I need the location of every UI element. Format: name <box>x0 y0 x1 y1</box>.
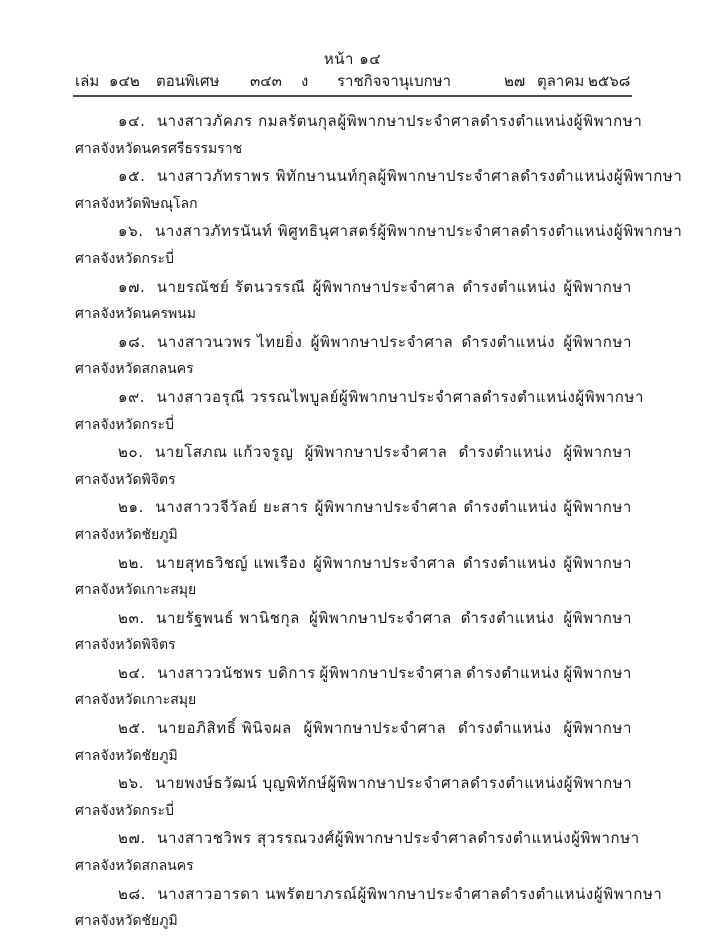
entry-number: ๒๓. <box>118 608 145 627</box>
entry-action: ดำรงตำแหน่ง <box>461 332 556 351</box>
entry-person-name: นายสุทธวิชญ์ แพเรือง <box>155 553 307 572</box>
entry-current-position: ผู้พิพากษาประจำศาล <box>312 277 456 296</box>
entry-person-name: นายโสภณ แก้วจรูญ <box>155 443 294 462</box>
entry-number: ๒๐. <box>118 443 144 462</box>
header-divider <box>73 95 632 97</box>
entry-new-position: ผู้พิพากษา <box>613 222 683 241</box>
appointment-entry <box>75 550 632 605</box>
entry-action: ดำรงตำแหน่ง <box>470 774 564 793</box>
entry-court: ศาลจังหวัดนครพนม <box>75 306 197 323</box>
entry-court: ศาลจังหวัดเกาะสมุย <box>75 582 197 599</box>
entry-first-line <box>75 605 632 633</box>
entry-action: ดำรงตำแหน่ง <box>520 222 614 241</box>
entry-first-line <box>75 550 632 578</box>
appointment-entry <box>75 439 632 494</box>
entry-number-and-name <box>118 494 308 522</box>
entry-current-position: ผู้พิพากษาประจำศาล <box>303 719 447 738</box>
entry-new-position: ผู้พิพากษา <box>563 774 633 793</box>
entry-number-and-name <box>118 384 339 412</box>
entry-first-line <box>75 439 632 467</box>
entry-action: ดำรงตำแหน่ง <box>481 387 576 406</box>
entry-new-position: ผู้พิพากษา <box>571 829 640 848</box>
entry-number-and-name <box>118 329 302 357</box>
entry-court: ศาลจังหวัดเกาะสมุย <box>75 692 197 709</box>
entry-person-name: นางสาวอารดา นพรัตยาภรณ์ <box>157 884 358 903</box>
entry-person-name: นางสาวภัคภร กมลรัตนกุล <box>156 112 338 130</box>
entry-first-line <box>75 881 663 909</box>
entry-court: ศาลจังหวัดกระบี่ <box>75 250 174 267</box>
entry-person-name: นายรณัชย์ รัตนวรรณี <box>156 277 306 296</box>
entry-court: ศาลจังหวัดชัยภูมิ <box>75 526 178 543</box>
entry-current-position: ผู้พิพากษาประจำศาล <box>308 608 452 627</box>
appointment-entry <box>75 163 683 218</box>
date-year: ๒๕๖๘ <box>588 72 631 90</box>
entry-court: ศาลจังหวัดสกลนคร <box>75 361 194 378</box>
entry-new-position: ผู้พิพากษา <box>563 719 632 738</box>
entry-first-line <box>75 274 632 302</box>
entry-number: ๒๑. <box>118 498 144 517</box>
entry-action: ดำรงตำแหน่ง <box>480 112 574 130</box>
volume-label: เล่ม <box>75 72 100 90</box>
entry-number-and-name <box>118 660 316 688</box>
entry-action: ดำรงตำแหน่ง <box>462 553 557 572</box>
entry-action: ดำรงตำแหน่ง <box>460 608 555 627</box>
entry-first-line <box>75 329 632 357</box>
entry-first-line <box>75 163 683 191</box>
entry-number-and-name <box>118 108 337 136</box>
entry-action: ดำรงตำแหน่ง <box>458 719 552 738</box>
entry-current-position: ผู้พิพากษาประจำศาล <box>357 884 501 903</box>
entry-action: ดำรงตำแหน่ง <box>500 884 594 903</box>
entry-current-position: ผู้พิพากษาประจำศาล <box>377 167 521 186</box>
entry-first-line <box>75 770 632 798</box>
appointment-entry <box>75 881 663 936</box>
appointment-entry <box>75 660 632 715</box>
entry-court: ศาลจังหวัดชัยภูมิ <box>75 913 178 930</box>
entry-number: ๑๕. <box>118 167 146 186</box>
volume-number: ๑๔๒ <box>109 72 140 90</box>
entry-person-name: นางสาวชวิพร สุวรรณวงศ์ <box>157 829 335 848</box>
entry-current-position: ผู้พิพากษาประจำศาล <box>310 332 454 351</box>
entry-new-position: ผู้พิพากษา <box>563 663 632 682</box>
entry-number-and-name <box>118 825 335 853</box>
appointment-entry <box>75 108 643 163</box>
entry-number: ๑๔. <box>118 112 146 130</box>
entry-action: ดำรงตำแหน่ง <box>466 663 560 682</box>
entry-court: ศาลจังหวัดนครศรีธรรมราช <box>75 140 243 157</box>
page-number: หน้า ๑๔ <box>323 50 382 68</box>
entry-person-name: นางสาววนัชพร บดิการ <box>157 663 316 682</box>
entry-court: ศาลจังหวัดกระบี่ <box>75 416 174 433</box>
appointment-entry <box>75 715 632 770</box>
entry-number-and-name <box>118 439 293 467</box>
entry-first-line <box>75 715 632 743</box>
entry-current-position: ผู้พิพากษาประจำศาล <box>319 663 463 682</box>
entry-court: ศาลจังหวัดพิจิตร <box>75 471 176 488</box>
appointment-entry <box>75 384 645 439</box>
entry-number: ๑๖. <box>118 222 144 241</box>
entry-person-name: นางสาววจีวัลย์ ยะสาร <box>155 498 309 517</box>
entry-current-position: ผู้พิพากษาประจำศาล <box>304 443 448 462</box>
entry-person-name: นางสาวภัทราพร พิทักษานนท์กุล <box>156 167 378 186</box>
entry-first-line <box>75 825 640 853</box>
entry-action: ดำรงตำแหน่ง <box>463 498 558 517</box>
entry-new-position: ผู้พิพากษา <box>573 112 643 130</box>
entry-number-and-name <box>118 550 306 578</box>
entry-person-name: นายพงษ์ธวัฒน์ บุญพิทักษ์ <box>155 774 328 793</box>
appointment-entry <box>75 329 632 384</box>
entry-first-line <box>75 218 683 246</box>
entry-number-and-name <box>118 770 327 798</box>
appointment-entry <box>75 825 640 880</box>
entry-number-and-name <box>118 218 377 246</box>
entry-action: ดำรงตำแหน่ง <box>520 167 614 186</box>
entry-action: ดำรงตำแหน่ง <box>458 443 553 462</box>
appointment-entry <box>75 494 632 549</box>
section-label: ตอนพิเศษ <box>156 72 220 90</box>
gazette-header <box>75 69 632 89</box>
entry-first-line <box>75 384 645 412</box>
entry-new-position: ผู้พิพากษา <box>563 498 632 517</box>
entry-first-line <box>75 660 632 688</box>
appointment-entry <box>75 274 632 329</box>
entry-current-position: ผู้พิพากษาประจำศาล <box>327 774 471 793</box>
entry-person-name: นายอภิสิทธิ์ พินิจผล <box>157 719 292 738</box>
entry-current-position: ผู้พิพากษาประจำศาล <box>377 222 521 241</box>
entry-action: ดำรงตำแหน่ง <box>477 829 572 848</box>
section-letter: ง <box>301 72 309 90</box>
entry-current-position: ผู้พิพากษาประจำศาล <box>334 829 478 848</box>
entry-number: ๒๗. <box>118 829 146 848</box>
entry-court: ศาลจังหวัดสกลนคร <box>75 858 194 875</box>
entry-number: ๒๘. <box>118 884 147 903</box>
entry-court: ศาลจังหวัดชัยภูมิ <box>75 747 178 764</box>
entry-new-position: ผู้พิพากษา <box>563 277 632 296</box>
entry-court: ศาลจังหวัดพิจิตร <box>75 637 176 654</box>
entry-new-position: ผู้พิพากษา <box>563 332 632 351</box>
entry-current-position: ผู้พิพากษาประจำศาล <box>337 112 481 130</box>
entry-new-position: ผู้พิพากษา <box>563 553 632 572</box>
entry-number-and-name <box>118 605 300 633</box>
entry-number: ๒๕. <box>118 719 146 738</box>
entry-current-position: ผู้พิพากษาประจำศาล <box>339 387 482 406</box>
section-number: ๓๔๓ <box>250 72 282 90</box>
appointment-entry <box>75 218 683 273</box>
entry-number: ๒๖. <box>118 774 144 793</box>
entry-number-and-name <box>118 881 357 909</box>
appointment-list <box>75 108 683 936</box>
entry-number: ๑๘. <box>118 332 146 351</box>
date-day: ๒๗ <box>504 72 526 90</box>
entry-person-name: นางสาวอรุณี วรรณไพบูลย์ <box>156 387 339 406</box>
appointment-entry <box>75 770 632 825</box>
entry-new-position: ผู้พิพากษา <box>563 608 632 627</box>
entry-person-name: นายรัฐพนธ์ พานิชกุล <box>156 608 300 627</box>
entry-current-position: ผู้พิพากษาประจำศาล <box>313 553 456 572</box>
appointment-entry <box>75 605 632 660</box>
date-month: ตุลาคม <box>537 72 585 90</box>
entry-new-position: ผู้พิพากษา <box>593 884 663 903</box>
entry-first-line <box>75 494 632 522</box>
entry-action: ดำรงตำแหน่ง <box>462 277 557 296</box>
publication-title: ราชกิจจานุเบกษา <box>337 72 452 90</box>
entry-first-line <box>75 108 643 136</box>
entry-court: ศาลจังหวัดกระบี่ <box>75 802 174 819</box>
entry-number-and-name <box>118 163 377 191</box>
entry-number-and-name <box>118 274 305 302</box>
entry-number: ๑๙. <box>118 387 146 406</box>
entry-new-position: ผู้พิพากษา <box>575 387 645 406</box>
entry-new-position: ผู้พิพากษา <box>563 443 632 462</box>
entry-number: ๑๗. <box>118 277 146 296</box>
entry-new-position: ผู้พิพากษา <box>613 167 683 186</box>
entry-person-name: นางสาวนวพร ไทยยิ่ง <box>157 332 303 351</box>
entry-number: ๒๒. <box>118 553 145 572</box>
entry-current-position: ผู้พิพากษาประจำศาล <box>314 498 458 517</box>
entry-number-and-name <box>118 715 292 743</box>
entry-court: ศาลจังหวัดพิษณุโลก <box>75 195 198 212</box>
entry-person-name: นางสาวภัทรนันท์ พิศูทธินุศาสตร์ <box>155 222 378 241</box>
entry-number: ๒๔. <box>118 663 146 682</box>
